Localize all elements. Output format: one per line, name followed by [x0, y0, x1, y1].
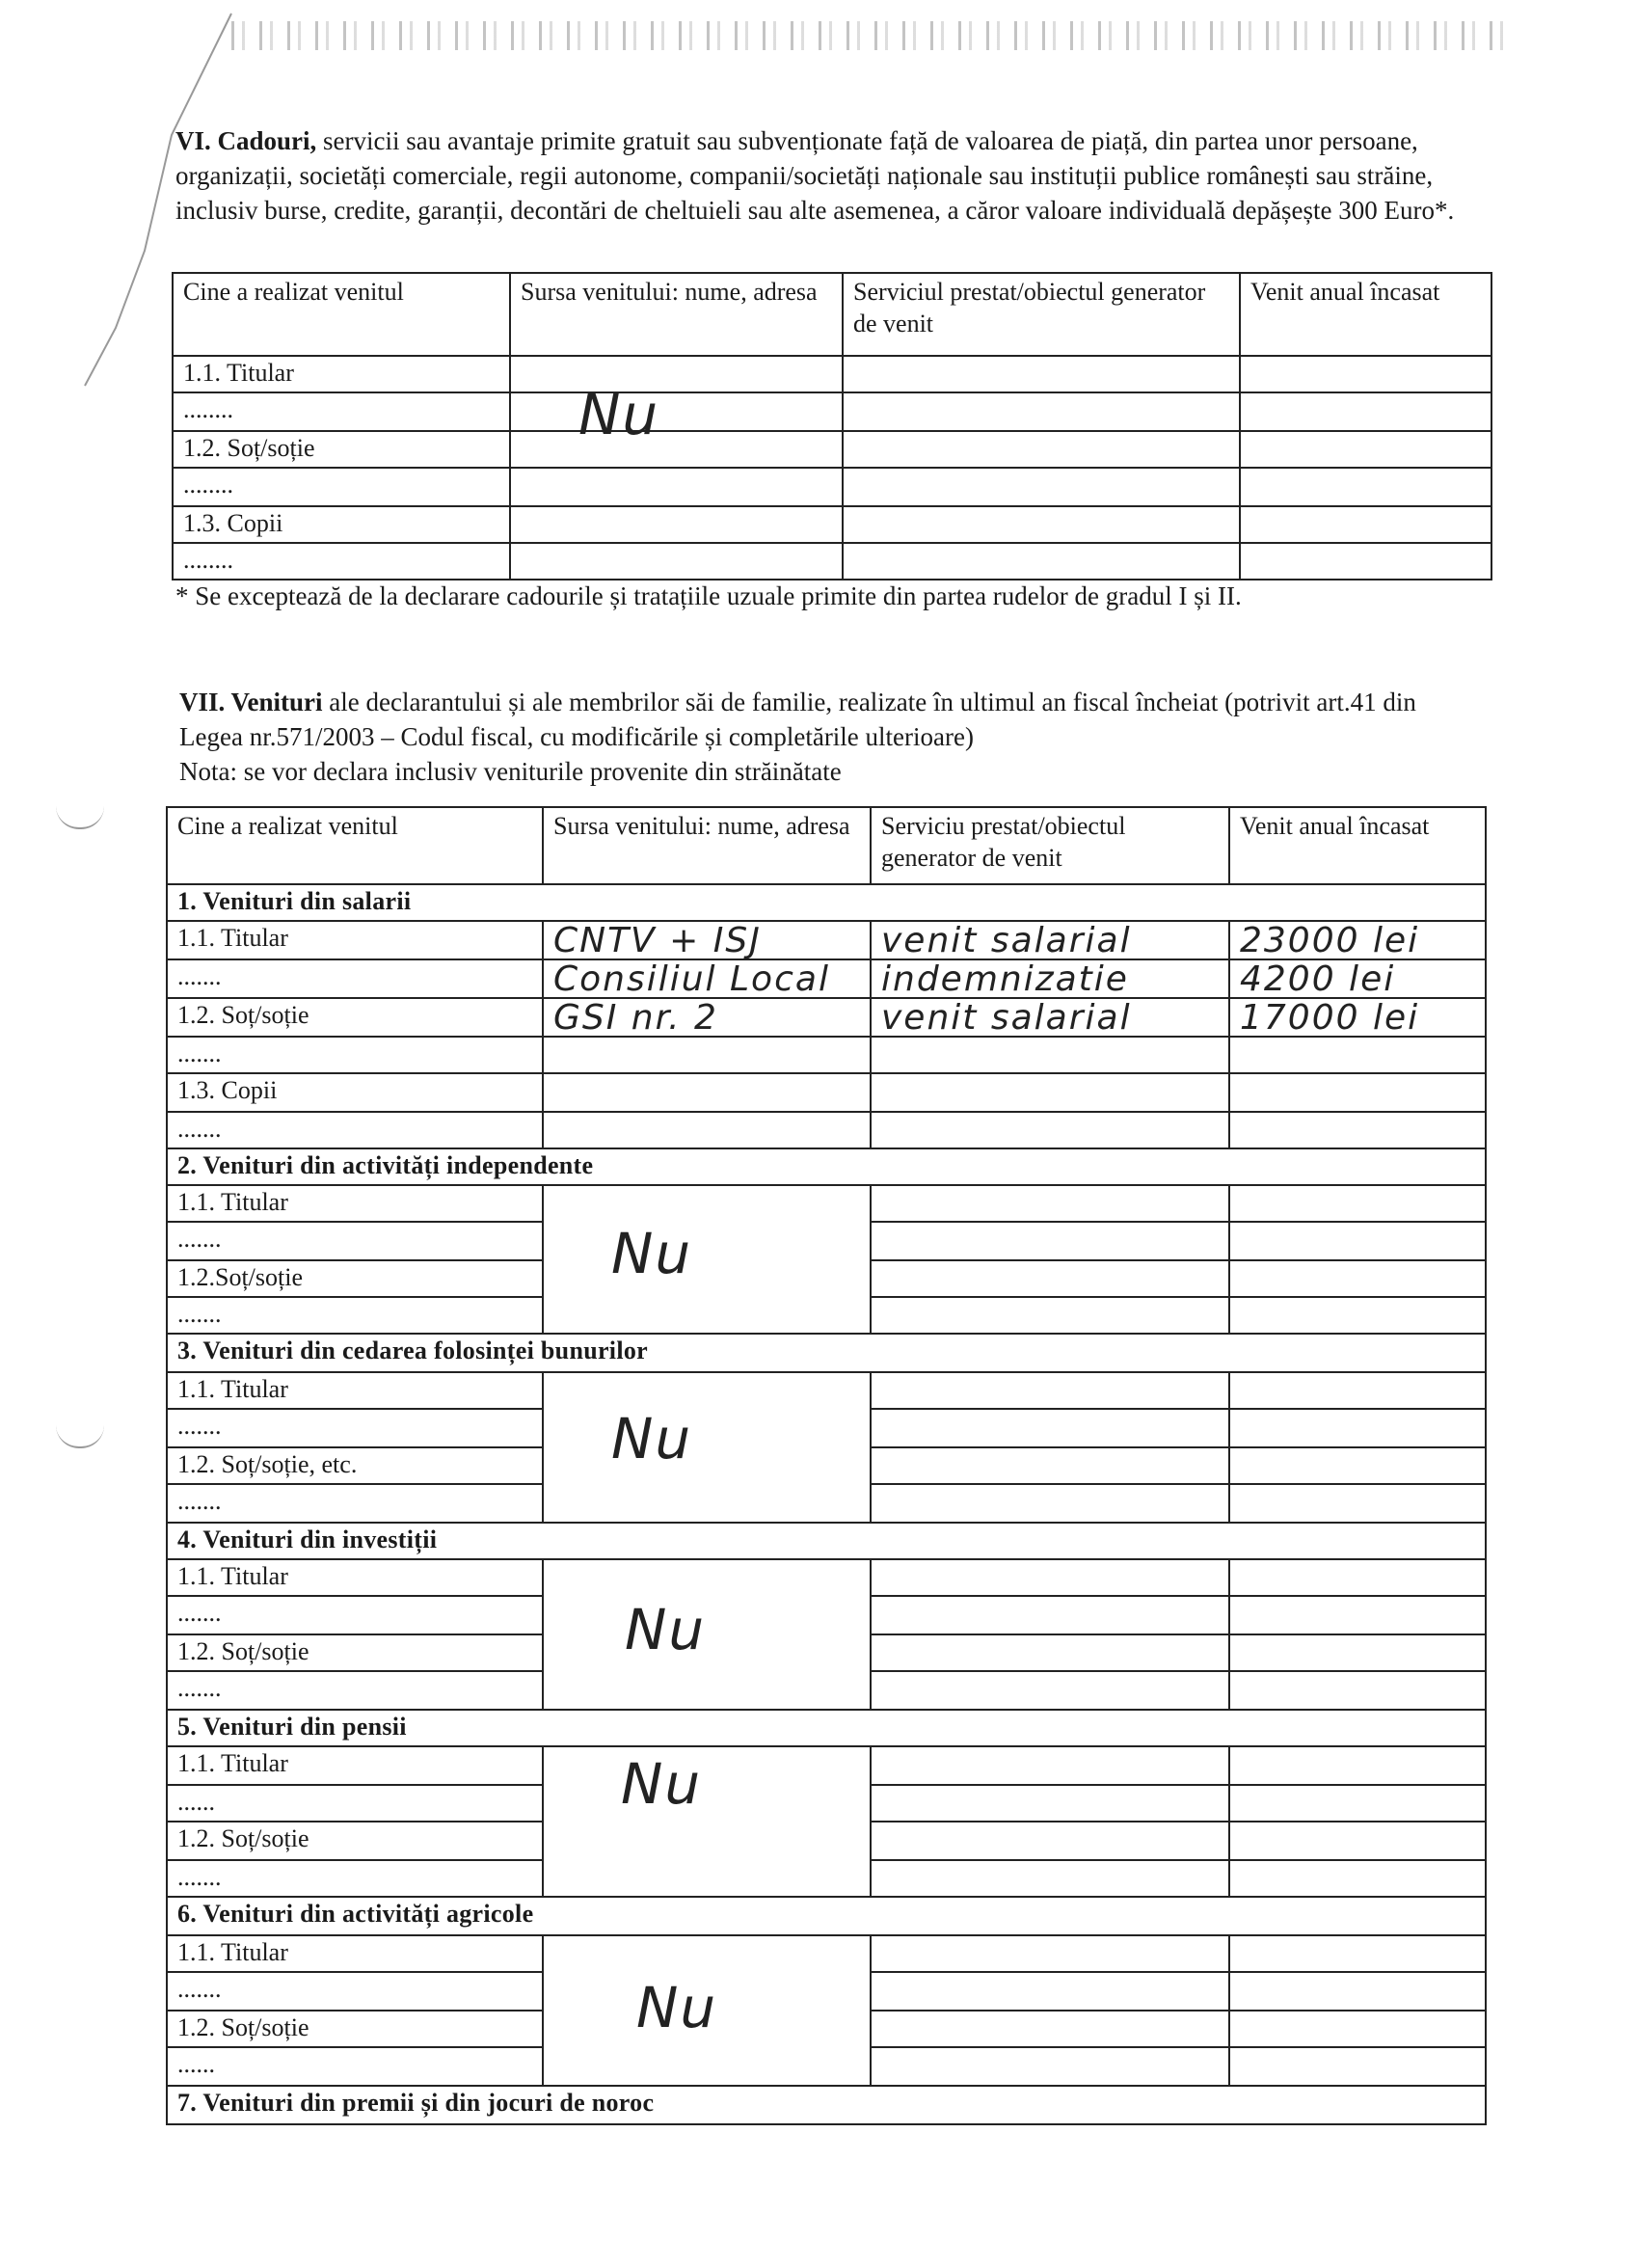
s6-cell [843, 543, 1240, 580]
s7-row-label: 1.2. Soț/soție [167, 998, 543, 1037]
s7-cell [1229, 1972, 1486, 2011]
category-mark: Nu [621, 1751, 703, 1817]
s6-cell [510, 543, 843, 580]
s7-cell [543, 1185, 871, 1334]
category-mark: Nu [625, 1597, 707, 1662]
s7-cell [871, 1785, 1229, 1822]
s6-cell [1240, 468, 1491, 506]
s6-cell [1240, 431, 1491, 468]
s7-cell [871, 1860, 1229, 1897]
s7-cell [1229, 1822, 1486, 1860]
category-mark: Nu [611, 1406, 693, 1472]
s6-col-header-service: Serviciul prestat/obiectul generator de venit [843, 273, 1240, 356]
s7-cell [1229, 1297, 1486, 1334]
s6-row-label: 1.2. Soț/soție [173, 431, 510, 468]
s7-row-label: ...... [167, 1785, 543, 1822]
s7-cell [1229, 1860, 1486, 1897]
s7-row-label: ....... [167, 1112, 543, 1148]
s6-col-header-person: Cine a realizat venitul [173, 273, 510, 356]
s7-cell [1229, 1596, 1486, 1634]
s6-col-header-source: Sursa venitului: nume, adresa [510, 273, 843, 356]
s7-cell [871, 1559, 1229, 1596]
section7-table [166, 806, 1487, 2125]
s7-col-header-service: Serviciu prestat/obiectul generator de venit [871, 807, 1229, 884]
s7-cell [871, 1185, 1229, 1222]
s7-row-label: 1.1. Titular [167, 1746, 543, 1785]
s7-row-label: 1.2. Soț/soție [167, 1634, 543, 1671]
s7-cell [1229, 1484, 1486, 1523]
s7-cell [543, 1037, 871, 1073]
s7-cell [1229, 1037, 1486, 1073]
s7-cell [1229, 2011, 1486, 2047]
s7-cell [543, 1559, 871, 1710]
s7-cell [871, 2011, 1229, 2047]
s7-cell [871, 1822, 1229, 1860]
s6-row-label: ........ [173, 468, 510, 506]
s7-cell [1229, 1559, 1486, 1596]
section6-footnote: * Se exceptează de la declarare cadourile și tratațiile uzuale primite din partea rudelor de gradul I și II. [175, 581, 1242, 610]
s7-cell [1229, 1185, 1486, 1222]
s7-row-label: ...... [167, 2047, 543, 2086]
s7-cell [871, 1746, 1229, 1785]
s7-cell [871, 2047, 1229, 2086]
s6-cell [843, 392, 1240, 431]
s7-cell [1229, 1112, 1486, 1148]
s7-cell [1229, 1671, 1486, 1710]
s6-cell [510, 468, 843, 506]
s7-row-label: ....... [167, 1297, 543, 1334]
s7-row-label: 1.1. Titular [167, 1935, 543, 1972]
s7-row-label: ....... [167, 1484, 543, 1523]
section6-heading [175, 123, 1487, 228]
s6-cell [843, 356, 1240, 392]
s7-cell [543, 1935, 871, 2086]
s6-cell [510, 506, 843, 543]
s7-row-label: 1.1. Titular [167, 921, 543, 959]
s7-cell [1229, 1447, 1486, 1484]
s7-cell [871, 1260, 1229, 1297]
s7-cell [1229, 1260, 1486, 1297]
salary-service-cell: venit salarial [871, 921, 1229, 959]
s7-cell [1229, 1372, 1486, 1409]
s7-row-label: ....... [167, 1409, 543, 1447]
s7-cell [871, 1297, 1229, 1334]
s7-cell [871, 1596, 1229, 1634]
s7-col-header-person: Cine a realizat venitul [167, 807, 543, 884]
punch-hole-mark [56, 806, 104, 829]
s7-row-label: ....... [167, 1972, 543, 2011]
category-title-salaries: 1. Venituri din salarii [167, 884, 1486, 921]
salary-income-cell: 4200 lei [1229, 959, 1486, 998]
s6-cell [510, 392, 843, 431]
category-title-pensions: 5. Venituri din pensii [167, 1710, 1486, 1746]
scan-noise-strip [231, 21, 1514, 50]
section6-table [172, 272, 1492, 580]
s6-cell [510, 431, 843, 468]
s6-cell [1240, 543, 1491, 580]
s6-row-label: 1.3. Copii [173, 506, 510, 543]
section7-note: Nota: se vor declara inclusiv veniturile provenite din străinătate [179, 757, 842, 786]
s6-row-label: ........ [173, 543, 510, 580]
s7-cell [871, 1409, 1229, 1447]
s7-cell [1229, 1409, 1486, 1447]
section6-title: VI. Cadouri, [175, 126, 317, 155]
s7-row-label: ....... [167, 1037, 543, 1073]
s7-cell [871, 1222, 1229, 1260]
s7-cell [871, 1972, 1229, 2011]
s7-cell [871, 1671, 1229, 1710]
s7-cell [871, 1112, 1229, 1148]
s7-row-label: ....... [167, 959, 543, 998]
s7-row-label: 1.2. Soț/soție, etc. [167, 1447, 543, 1484]
category-title-property-use: 3. Venituri din cedarea folosinței bunurilor [167, 1334, 1486, 1372]
s7-cell [1229, 1634, 1486, 1671]
section7-description: ale declarantului și ale membrilor săi de familie, realizate în ultimul an fiscal încheiat (potrivit art.41 din Legea nr.571/2003 – Codul fiscal, cu modificările și completările ulterioare) [179, 688, 1416, 751]
category-title-agriculture: 6. Venituri din activități agricole [167, 1897, 1486, 1935]
s7-cell [543, 1372, 871, 1523]
s7-cell [1229, 1222, 1486, 1260]
salary-service-cell: venit salarial [871, 998, 1229, 1037]
section7-title: VII. Venituri [179, 688, 323, 716]
s7-cell [543, 1746, 871, 1897]
s7-row-label: ....... [167, 1222, 543, 1260]
s7-col-header-source: Sursa venitului: nume, adresa [543, 807, 871, 884]
category-title-independent: 2. Venituri din activități independente [167, 1148, 1486, 1185]
s7-row-label: ....... [167, 1671, 543, 1710]
s7-row-label: 1.1. Titular [167, 1372, 543, 1409]
s7-cell [543, 1112, 871, 1148]
s7-cell [1229, 1073, 1486, 1112]
s7-cell [871, 1634, 1229, 1671]
s6-row-label: ........ [173, 392, 510, 431]
s7-row-label: 1.3. Copii [167, 1073, 543, 1112]
s6-cell [843, 506, 1240, 543]
salary-income-cell: 23000 lei [1229, 921, 1486, 959]
s7-cell [871, 1037, 1229, 1073]
salary-source-cell: Consiliul Local [543, 959, 871, 998]
s6-cell [843, 468, 1240, 506]
section7-heading [179, 685, 1485, 754]
s6-handwritten-mark: Nu [578, 382, 660, 447]
s7-row-label: 1.2.Soț/soție [167, 1260, 543, 1297]
s7-row-label: ....... [167, 1596, 543, 1634]
category-title-investments: 4. Venituri din investiții [167, 1523, 1486, 1559]
s7-row-label: 1.1. Titular [167, 1559, 543, 1596]
s7-col-header-income: Venit anual încasat [1229, 807, 1486, 884]
s7-cell [871, 1484, 1229, 1523]
s7-cell [1229, 2047, 1486, 2086]
salary-source-cell: GSI nr. 2 [543, 998, 871, 1037]
s7-row-label: 1.2. Soț/soție [167, 2011, 543, 2047]
section6-description: servicii sau avantaje primite gratuit sau subvenționate față de valoarea de piață, din partea unor persoane, organizații, societăți comerciale, regii autonome, companii/societăți naționale sau instituții publice românești sau străine, inclusiv burse, credite, garanții, decontări de cheltuieli sau alte asemenea, a căror valoare individuală depășește 300 Euro*. [175, 126, 1455, 225]
salary-income-cell: 17000 lei [1229, 998, 1486, 1037]
s7-cell [871, 1073, 1229, 1112]
s7-cell [1229, 1935, 1486, 1972]
s6-cell [510, 356, 843, 392]
punch-hole-mark [56, 1425, 104, 1448]
s7-row-label: 1.1. Titular [167, 1185, 543, 1222]
s6-cell [1240, 506, 1491, 543]
category-mark: Nu [636, 1975, 718, 2040]
s7-row-label: 1.2. Soț/soție [167, 1822, 543, 1860]
s7-row-label: ....... [167, 1860, 543, 1897]
s7-cell [871, 1935, 1229, 1972]
s7-cell [1229, 1785, 1486, 1822]
s7-cell [871, 1372, 1229, 1409]
category-title-prizes: 7. Venituri din premii și din jocuri de noroc [167, 2086, 1486, 2124]
s7-cell [1229, 1746, 1486, 1785]
s6-cell [1240, 392, 1491, 431]
salary-source-cell: CNTV + ISJ [543, 921, 871, 959]
s6-col-header-income: Venit anual încasat [1240, 273, 1491, 356]
s6-row-label: 1.1. Titular [173, 356, 510, 392]
category-mark: Nu [611, 1221, 693, 1286]
s6-cell [1240, 356, 1491, 392]
s7-cell [543, 1073, 871, 1112]
s7-cell [871, 1447, 1229, 1484]
s6-cell [843, 431, 1240, 468]
salary-service-cell: indemnizatie [871, 959, 1229, 998]
